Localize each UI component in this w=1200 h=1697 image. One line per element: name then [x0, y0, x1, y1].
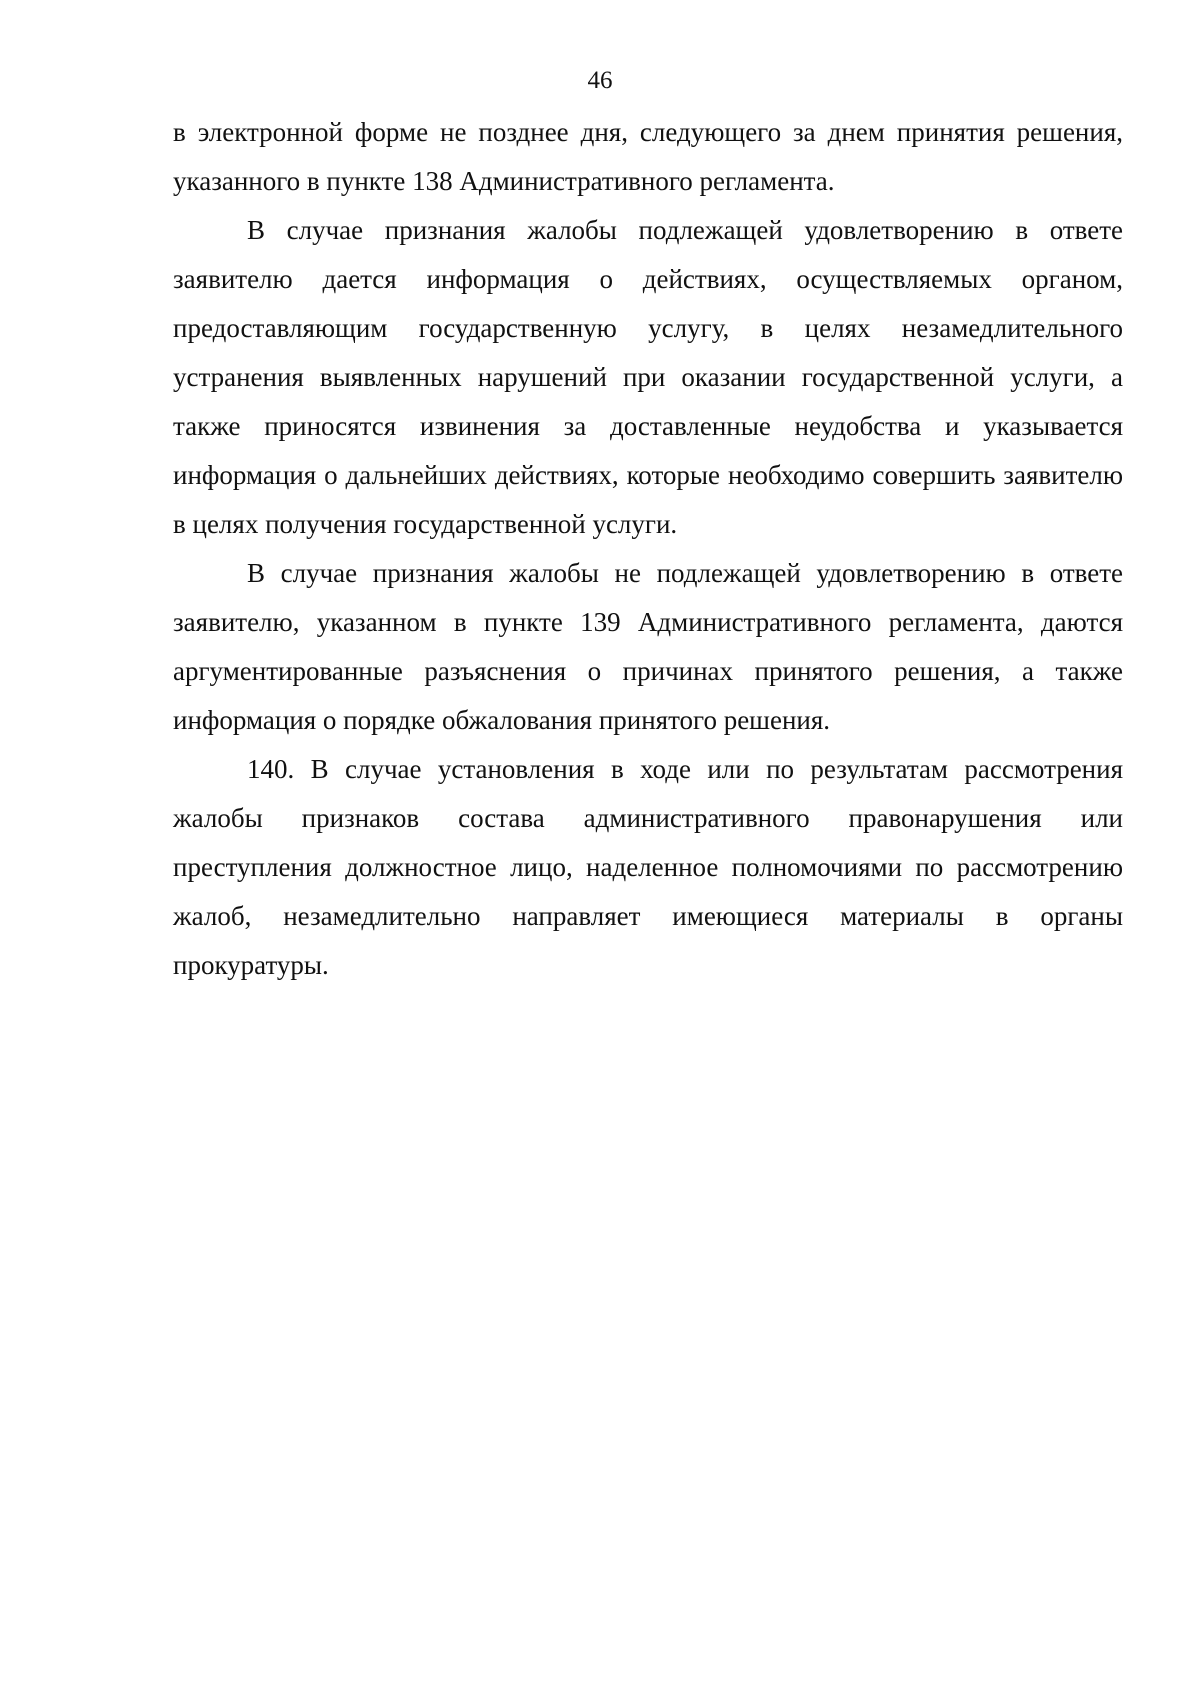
- paragraph-complaint-satisfied: В случае признания жалобы подлежащей удовлетворению в ответе заявителю дается информация о действиях, осуществляемых органом, предоставляющим государственную услугу, в целях незамедлительного устранения выявленных нарушений при оказании государственной услуги, а также приносятся извинения за доставленные неудобства и указывается информация о дальнейших действиях, которые необходимо совершить заявителю в целях получения государственной услуги.: [173, 215, 1123, 539]
- page-number: 46: [587, 67, 613, 94]
- paragraph-item-140: 140. В случае установления в ходе или по результатам рассмотрения жалобы признаков состава административного правонарушения или преступления должностное лицо, наделенное полномочиями по рассмотрению жалоб, незамедлительно направляет имеющиеся материалы в органы прокуратуры.: [173, 754, 1123, 980]
- paragraph-continuation: в электронной форме не позднее дня, следующего за днем принятия решения, указанного в пункте 138 Административного регламента.: [173, 117, 1123, 196]
- document-body: [173, 108, 1123, 990]
- paragraph-complaint-not-satisfied: В случае признания жалобы не подлежащей удовлетворению в ответе заявителю, указанном в пункте 139 Административного регламента, даются аргументированные разъяснения о причинах принятого решения, а также информация о порядке обжалования принятого решения.: [173, 558, 1123, 735]
